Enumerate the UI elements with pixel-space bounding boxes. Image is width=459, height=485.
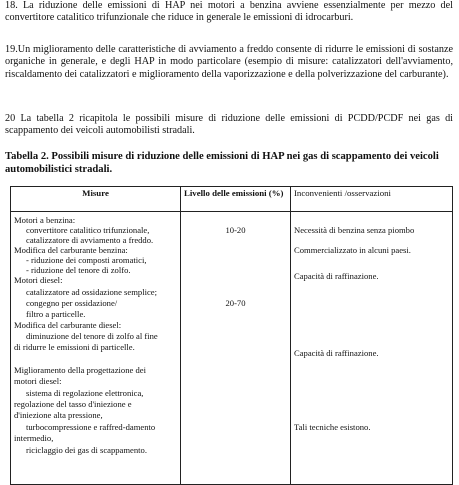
misure-line: diminuzione del tenore di zolfo al fine xyxy=(26,331,158,341)
livello-value-diesel: 20-70 xyxy=(225,298,246,308)
misure-line: Motori diesel: xyxy=(14,275,63,285)
misure-line: di ridurre le emissioni di particelle. xyxy=(14,342,135,352)
observation-text: Commercializzato in alcuni paesi. xyxy=(294,245,411,255)
misure-line: Modifica del carburante diesel: xyxy=(14,320,122,330)
header-misure: Misure xyxy=(11,187,181,212)
misure-cell xyxy=(11,212,181,485)
misure-line: - riduzione del tenore di zolfo. xyxy=(26,265,131,275)
misure-line: Motori a benzina: xyxy=(14,215,76,225)
misure-line: regolazione del tasso d'iniezione e xyxy=(14,399,132,409)
table-header-row xyxy=(11,187,453,212)
misure-line: sistema di regolazione elettronica, xyxy=(26,388,144,398)
table-caption: Tabella 2. Possibili misure di riduzione delle emissioni di HAP nei gas di scappamento dei veicoli automobilistici stradali. xyxy=(5,151,439,175)
misure-line: intermedio, xyxy=(14,433,54,443)
misure-line: Modifica del carburante benzina: xyxy=(14,245,128,255)
misure-line: d'iniezione alta pressione, xyxy=(14,410,103,420)
misure-line: congegno per ossidazione/ xyxy=(26,298,118,308)
measures-table xyxy=(10,186,453,485)
observation-text: Capacità di raffinazione. xyxy=(294,271,379,281)
paragraph-19: 19.Un miglioramento delle caratteristiche di avviamento a freddo consente di ridurre le emissioni di sostanze organiche in generale, e degli HAP in modo particolare (esempio di misure: catalizzatori dell'avviamento, riscaldamento dei catalizzatori e miglioramento della vaporizzazione e della polverizzazione del carburante). xyxy=(5,44,453,80)
misure-line: filtro a particelle. xyxy=(26,309,86,319)
misure-line: Miglioramento della progettazione dei xyxy=(14,365,146,375)
livello-value-benzina: 10-20 xyxy=(225,225,246,235)
header-inconvenienti: Inconvenienti /osservazioni xyxy=(291,187,453,212)
header-livello: Livello delle emissioni (%) xyxy=(181,187,291,212)
misure-line: catalizzatore ad ossidazione semplice; xyxy=(26,287,157,297)
osservazioni-cell xyxy=(291,212,453,485)
observation-text: Tali tecniche esistono. xyxy=(294,422,371,432)
observation-text: Capacità di raffinazione. xyxy=(294,348,379,358)
misure-line: turbocompressione e raffred-damento xyxy=(26,422,156,432)
misure-line: motori diesel: xyxy=(14,376,62,386)
misure-line: catalizzatore di avviamento a freddo. xyxy=(26,235,154,245)
observation-text: Necessità di benzina senza piombo xyxy=(294,225,415,235)
paragraph-20: 20 La tabella 2 ricapitola le possibili misure di riduzione delle emissioni di PCDD/PCDF nei gas di scappamento dei veicoli automobilisti stradali. xyxy=(5,113,453,137)
misure-line: - riduzione dei composti aromatici, xyxy=(26,255,147,265)
livello-cell xyxy=(181,212,291,485)
paragraph-18: 18. La riduzione delle emissioni di HAP nei motori a benzina avviene essenzialmente per mezzo del convertitore catalitico trifunzionale che riduce in generale le emissioni di idrocarburi. xyxy=(5,0,453,24)
misure-line: riciclaggio dei gas di scappamento. xyxy=(26,445,147,455)
misure-line: convertitore catalitico trifunzionale, xyxy=(26,225,150,235)
table-row xyxy=(11,212,453,485)
